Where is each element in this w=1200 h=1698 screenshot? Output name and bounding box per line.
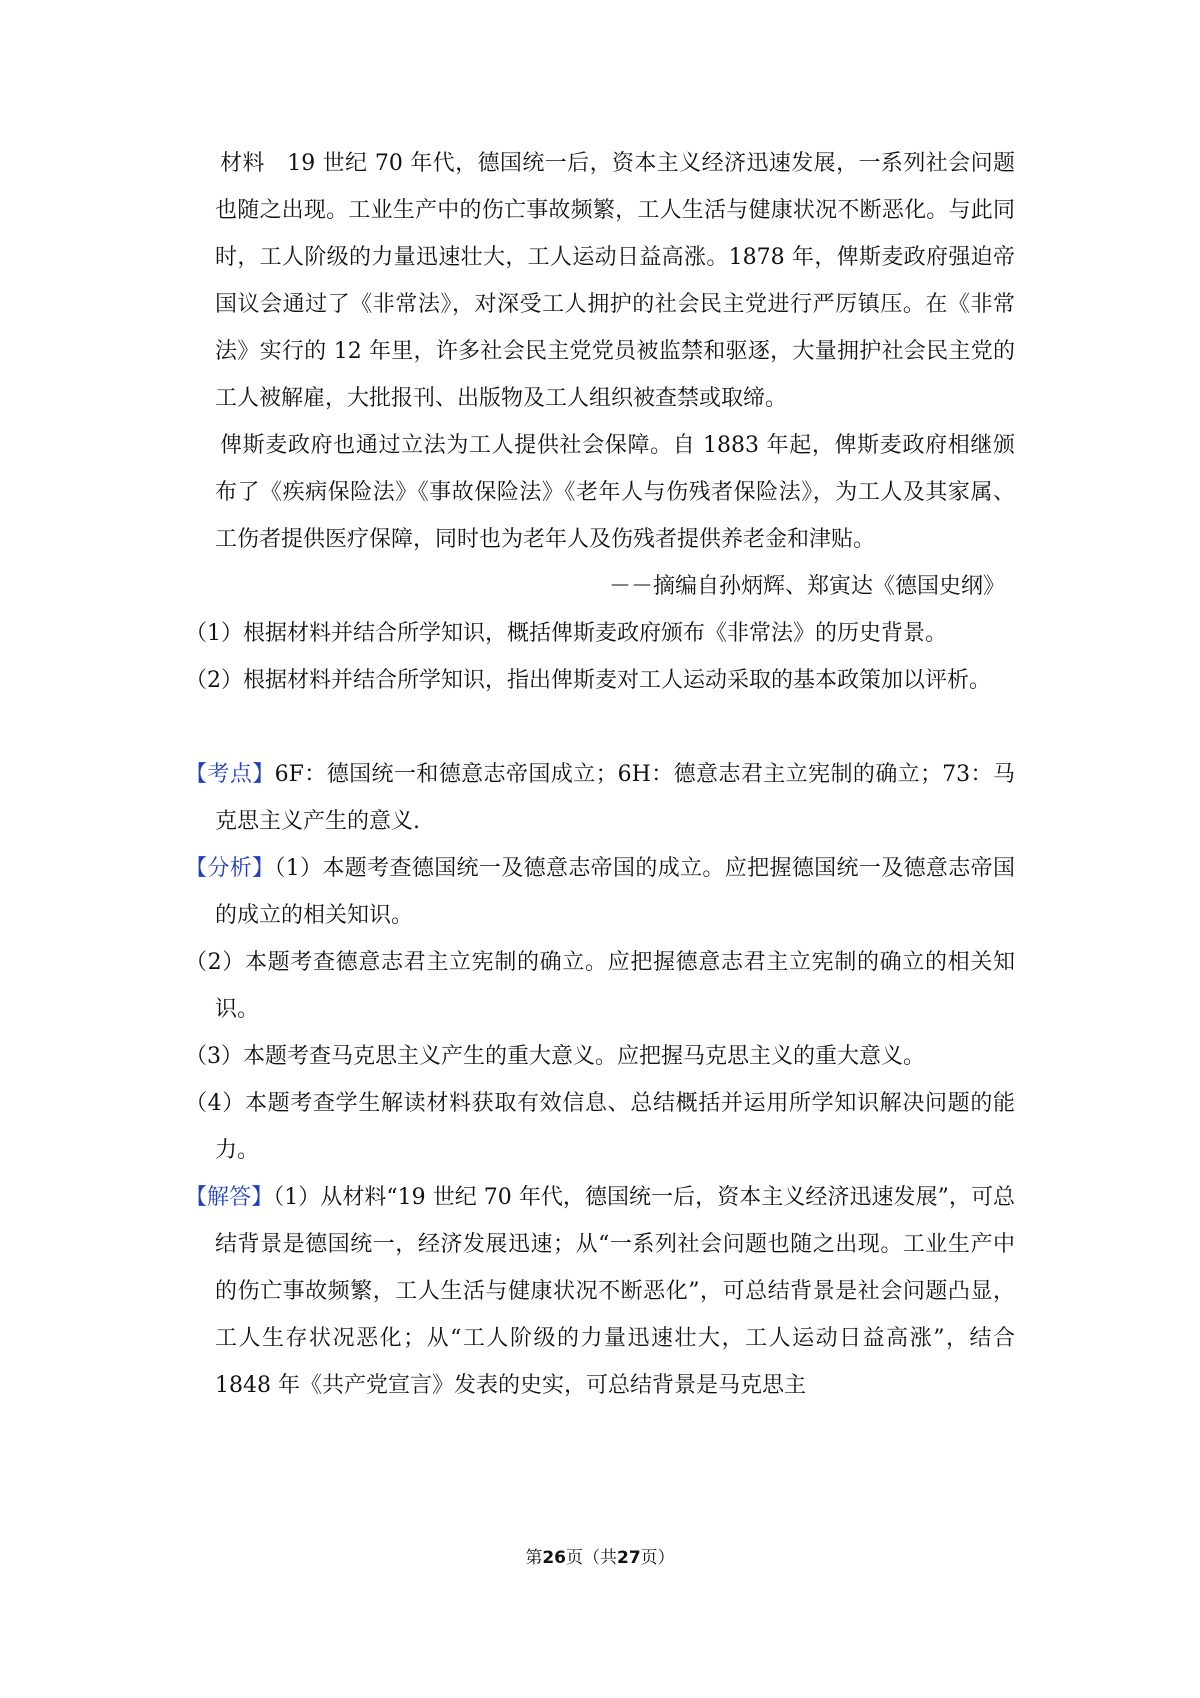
footer-prefix: 第 xyxy=(525,1548,543,1568)
footer-suffix: 页） xyxy=(640,1548,675,1568)
question-2: （2）根据材料并结合所学知识，指出俾斯麦对工人运动采取的基本政策加以评析。 xyxy=(185,668,991,693)
fenxi-item-3: （3）本题考查马克思主义产生的重大意义。应把握马克思主义的重大意义。 xyxy=(185,1044,925,1069)
document-content xyxy=(185,140,1015,1409)
jieda-section xyxy=(185,1174,1015,1409)
footer-total-pages: 27 xyxy=(617,1548,641,1568)
fenxi-label: 【分析】 xyxy=(185,856,275,881)
jieda-label: 【解答】 xyxy=(185,1185,274,1210)
material-paragraph-2: 俾斯麦政府也通过立法为工人提供社会保障。自 1883 年起，俾斯麦政府相继颁布了《疾病保险法》《事故保险法》《老年人与伤残者保险法》，为工人及其家属、工伤者提供医疗保障，同时也为老年人及伤残者提供养老金和津贴。 xyxy=(215,433,1015,552)
kaodian-text: 6F：德国统一和德意志帝国成立；6H：德意志君主立宪制的确立；73：马克思主义产生的意义. xyxy=(215,762,1015,834)
fenxi-item-2: （2）本题考查德意志君主立宪制的确立。应把握德意志君主立宪制的确立的相关知识。 xyxy=(185,950,1015,1022)
kaodian-label: 【考点】 xyxy=(185,762,275,787)
spacer xyxy=(185,704,1015,751)
footer-middle: 页（共 xyxy=(566,1548,617,1568)
fenxi-item-4: （4）本题考查学生解读材料获取有效信息、总结概括并运用所学知识解决问题的能力。 xyxy=(185,1091,1015,1163)
page-footer xyxy=(0,1543,1200,1568)
jieda-text: （1）从材料“19 世纪 70 年代，德国统一后，资本主义经济迅速发展”，可总结背景是德国统一，经济发展迅速；从“一系列社会问题也随之出现。工业生产中的伤亡事故频繁，工人生活与健康状况不断恶化”，可总结背景是社会问题凸显，工人生存状况恶化；从“工人阶级的力量迅速壮大，工人运动日益高涨”，结合 1848 年《共产党宣言》发表的史实，可总结背景是马克思主 xyxy=(215,1185,1015,1398)
material-source: －－摘编自孙炳辉、郑寅达《德国史纲》 xyxy=(608,574,1005,599)
material-paragraph-1: 材料 19 世纪 70 年代，德国统一后，资本主义经济迅速发展，一系列社会问题也随之出现。工业生产中的伤亡事故频繁，工人生活与健康状况不断恶化。与此同时，工人阶级的力量迅速壮大，工人运动日益高涨。1878 年，俾斯麦政府强迫帝国议会通过了《非常法》，对深受工人拥护的社会民主党进行严厉镇压。在《非常法》实行的 12 年里，许多社会民主党党员被监禁和驱逐，大量拥护社会民主党的工人被解雇，大批报刊、出版物及工人组织被查禁或取缔。 xyxy=(215,151,1015,411)
fenxi-section xyxy=(185,845,1015,939)
footer-page-number: 26 xyxy=(542,1548,566,1568)
fenxi-text-1: （1）本题考查德国统一及德意志帝国的成立。应把握德国统一及德意志帝国的成立的相关知识。 xyxy=(215,856,1015,928)
question-1: （1）根据材料并结合所学知识，概括俾斯麦政府颁布《非常法》的历史背景。 xyxy=(185,621,947,646)
kaodian-section xyxy=(185,751,1015,845)
